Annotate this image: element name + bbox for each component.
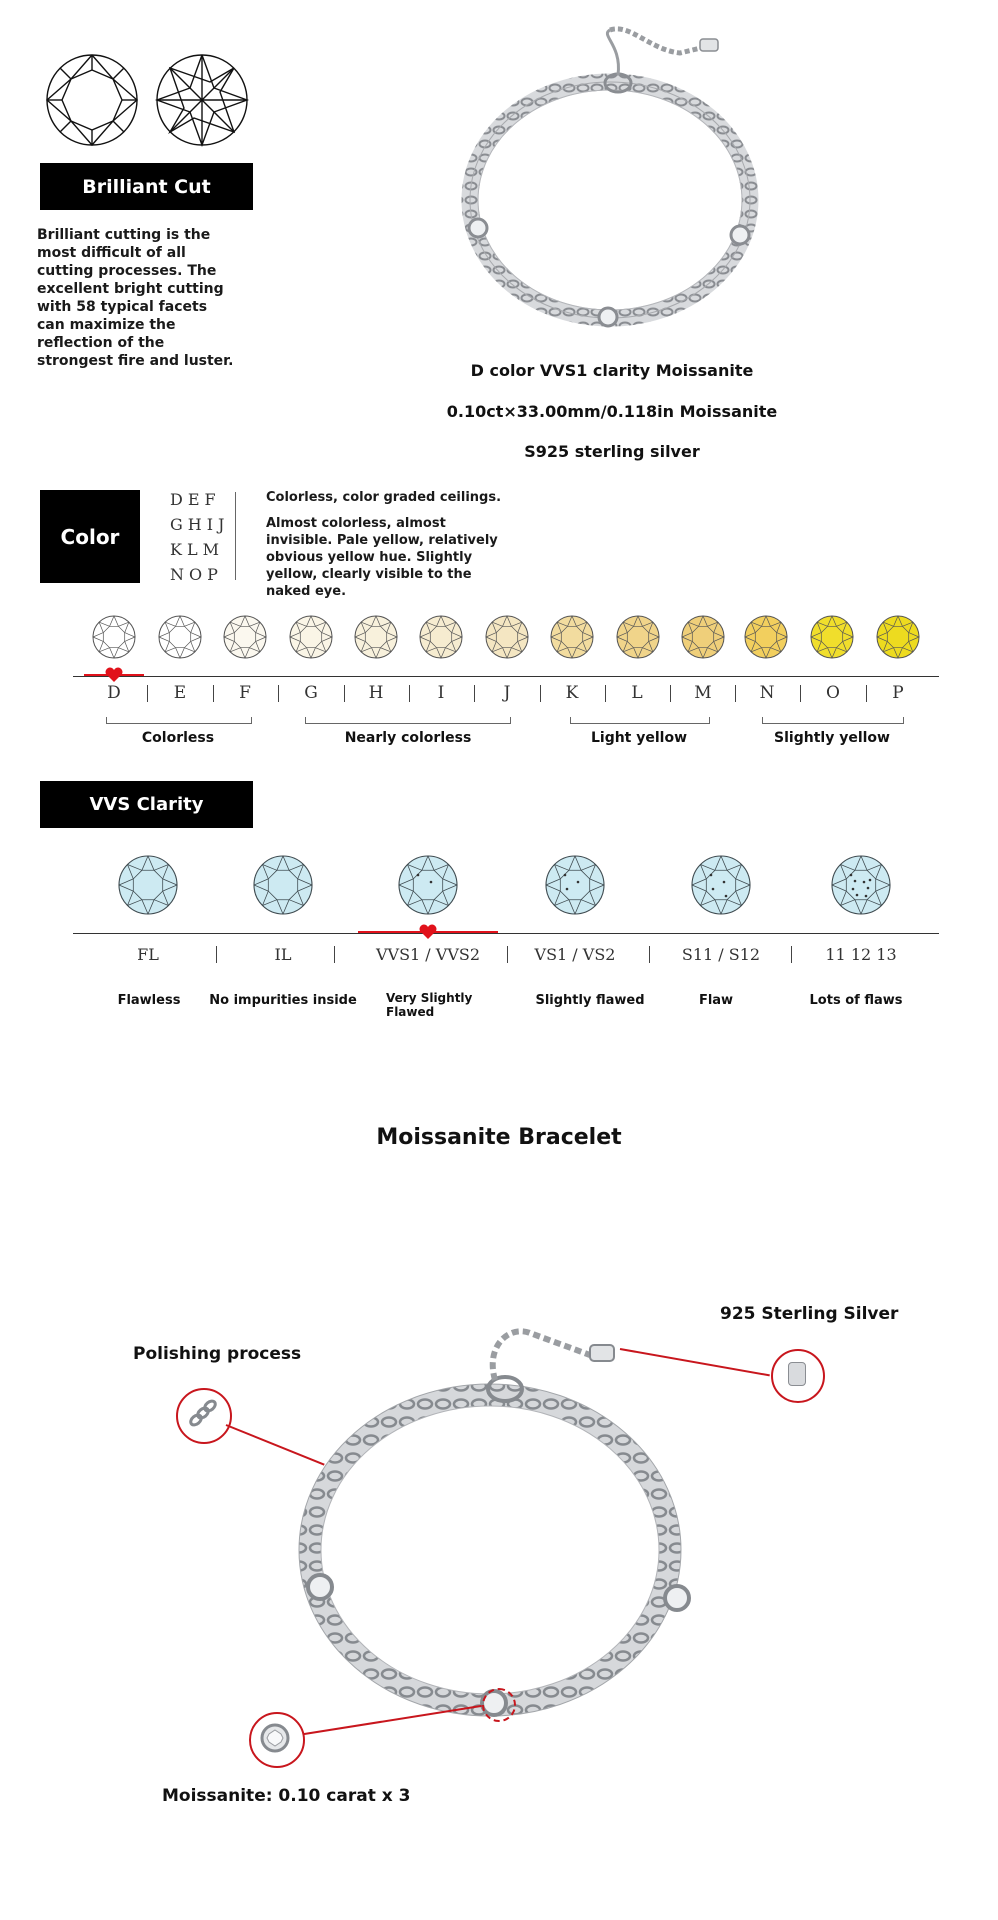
grade-g: G [304, 683, 318, 703]
grade-separator [278, 685, 279, 702]
clarity-label-no-impurities: No impurities inside [209, 993, 357, 1008]
grade-h: H [368, 683, 384, 703]
clarity-label-lots-of-flaws: Lots of flaws [809, 993, 903, 1008]
clarity-heading [40, 781, 253, 828]
range-label-colorless: Colorless [141, 730, 215, 746]
color-gem-g [289, 615, 333, 659]
color-group-klm: KLM [170, 540, 224, 559]
color-divider [235, 492, 236, 580]
bracelet-top-image [450, 25, 770, 335]
grade-separator [474, 685, 475, 702]
color-gem-h [354, 615, 398, 659]
grade-separator [670, 685, 671, 702]
grade-separator [735, 685, 736, 702]
clarity-grade-si: S11 / S12 [681, 945, 761, 964]
clarity-gem-vs [545, 855, 605, 915]
color-gem-j [485, 615, 529, 659]
clarity-selected-heart-icon [418, 924, 438, 940]
callout-silver-label: 925 Sterling Silver [720, 1304, 899, 1324]
range-bracket-colorless [106, 717, 252, 724]
clarity-label-flawless: Flawless [117, 993, 181, 1008]
grade-o: O [826, 683, 840, 703]
clarity-gem-si [691, 855, 751, 915]
callout-stone-ring [482, 1688, 516, 1722]
product-title: Moissanite Bracelet [376, 1125, 622, 1150]
callout-polishing-label: Polishing process [133, 1344, 302, 1364]
color-selected-heart-icon [104, 667, 124, 683]
color-group-nop: NOP [170, 565, 223, 584]
clarity-grade-il: IL [274, 945, 292, 964]
clarity-gem-il [253, 855, 313, 915]
color-heading [40, 490, 140, 583]
clarity-title: VVS Clarity [89, 794, 204, 815]
brilliant-cut-pavilion-icon [154, 52, 250, 148]
color-gem-n [744, 615, 788, 659]
spec-line-3: S925 sterling silver [524, 442, 700, 461]
brilliant-cut-description: Brilliant cutting is the most difficult of all cutting processes. The excellent bright cutting with 58 typical facets can maximize the reflection of the strongest fire and luster. [37, 227, 234, 369]
color-gem-l [616, 615, 660, 659]
clarity-label-slightly-flawed: Slightly flawed [535, 993, 645, 1008]
moissanite-stone-icon [259, 1722, 291, 1754]
range-bracket-nearly-colorless [305, 717, 511, 724]
color-group-def: DEF [170, 490, 221, 509]
grade-f: F [239, 683, 251, 703]
grade-separator [213, 685, 214, 702]
range-label-nearly-colorless: Nearly colorless [344, 730, 472, 746]
grade-separator [866, 685, 867, 702]
clarity-label-flaw: Flaw [698, 993, 734, 1008]
clarity-label-very-slightly-flawed: Very Slightly Flawed [386, 991, 473, 1019]
clarity-scale-line [73, 933, 939, 934]
clarity-gem-vvs [398, 855, 458, 915]
grade-p: P [892, 683, 904, 703]
grade-n: N [759, 683, 775, 703]
brilliant-cut-title: Brilliant Cut [82, 175, 211, 198]
color-gem-d [92, 615, 136, 659]
brilliant-cut-crown-icon [44, 52, 140, 148]
range-bracket-slightly-yellow [762, 717, 904, 724]
grade-j: J [503, 683, 511, 703]
color-group-letters [170, 487, 229, 587]
grade-k: K [565, 683, 579, 703]
clarity-gem-i [831, 855, 891, 915]
spec-line-1: D color VVS1 clarity Moissanite [470, 361, 754, 380]
grade-separator [540, 685, 541, 702]
grade-separator [344, 685, 345, 702]
color-gem-i [419, 615, 463, 659]
grade-separator [147, 685, 148, 702]
silver-tag-icon [788, 1362, 806, 1386]
chain-link-icon [186, 1398, 218, 1430]
clarity-grade-vvs: VVS1 / VVS2 [375, 945, 481, 964]
clarity-gem-fl [118, 855, 178, 915]
grade-separator [605, 685, 606, 702]
grade-i: I [437, 683, 445, 703]
color-description-2: Almost colorless, almost invisible. Pale yellow, relatively obvious yellow hue. Slightly yellow, clearly visible to the naked eye. [266, 516, 498, 599]
clarity-separator [334, 946, 335, 963]
color-gem-p [876, 615, 920, 659]
color-group-ghij: GHIJ [170, 515, 230, 534]
range-bracket-light-yellow [570, 717, 710, 724]
clarity-separator [649, 946, 650, 963]
color-title: Color [60, 524, 120, 549]
range-label-slightly-yellow: Slightly yellow [774, 730, 890, 746]
grade-d: D [107, 683, 121, 703]
color-gem-m [681, 615, 725, 659]
color-gem-f [223, 615, 267, 659]
clarity-grade-fl: FL [137, 945, 159, 964]
color-description-1: Colorless, color graded ceilings. [266, 490, 502, 505]
spec-line-2: 0.10ct×33.00mm/0.118in Moissanite [446, 402, 778, 421]
range-label-light-yellow: Light yellow [590, 730, 688, 746]
color-gem-k [550, 615, 594, 659]
brilliant-cut-heading [40, 163, 253, 210]
clarity-separator [216, 946, 217, 963]
clarity-grade-i: 11 12 13 [825, 945, 897, 964]
clarity-grade-vs: VS1 / VS2 [534, 945, 616, 964]
color-gem-e [158, 615, 202, 659]
grade-l: L [631, 683, 643, 703]
color-gem-o [810, 615, 854, 659]
clarity-separator [507, 946, 508, 963]
color-scale-line [73, 676, 939, 677]
grade-e: E [173, 683, 187, 703]
bracelet-detail-image [290, 1305, 700, 1725]
grade-m: M [694, 683, 712, 703]
grade-separator [409, 685, 410, 702]
callout-stone-label: Moissanite: 0.10 carat x 3 [162, 1786, 411, 1806]
clarity-separator [791, 946, 792, 963]
grade-separator [800, 685, 801, 702]
